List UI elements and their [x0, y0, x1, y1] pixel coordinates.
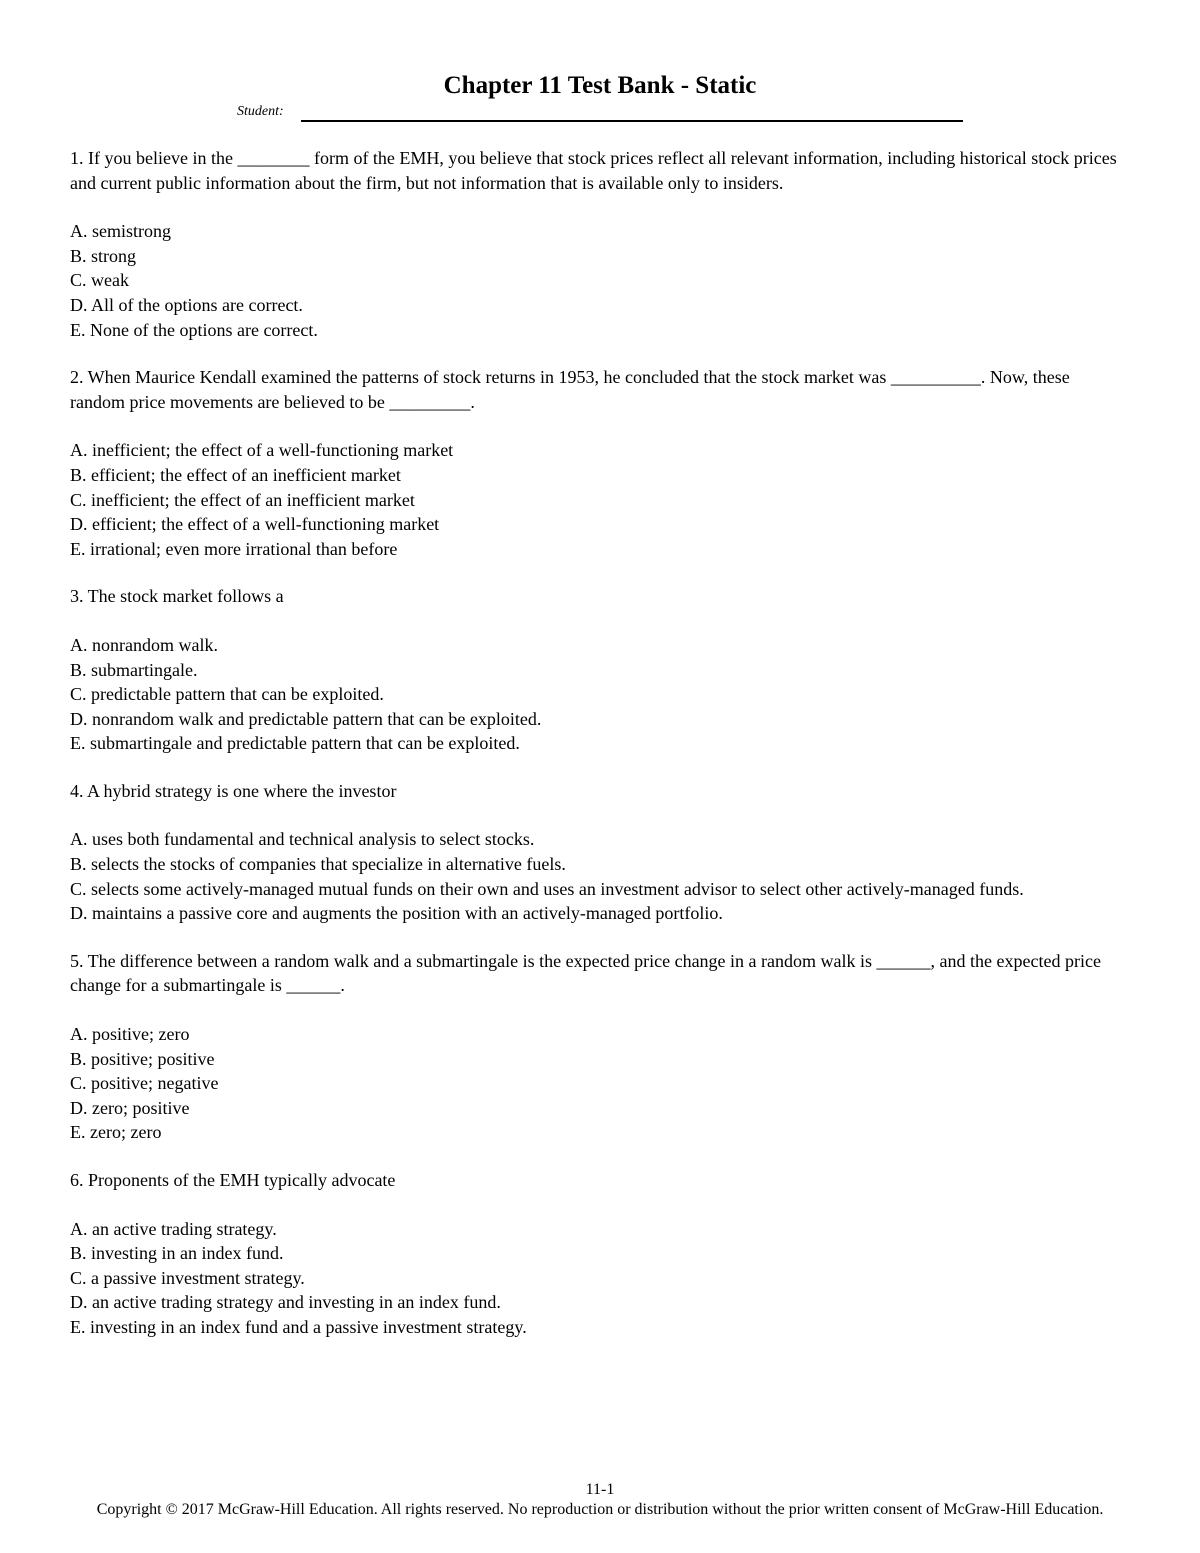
answer-option: E. investing in an index fund and a passive investment strategy.: [70, 1316, 527, 1337]
answer-option: B. submartingale.: [70, 659, 198, 680]
answer-option: A. positive; zero: [70, 1024, 190, 1045]
answer-option: B. investing in an index fund.: [70, 1243, 284, 1264]
question-4: [70, 779, 1120, 926]
page-title: Chapter 11 Test Bank - Static: [443, 72, 757, 99]
answer-option: A. an active trading strategy.: [70, 1218, 277, 1239]
answer-option: D. zero; positive: [70, 1097, 190, 1118]
answer-option: E. irrational; even more irrational than before: [70, 538, 398, 559]
question-list: [70, 146, 1120, 1363]
answer-option: D. nonrandom walk and predictable pattern that can be exploited.: [70, 708, 542, 729]
answer-option: C. selects some actively-managed mutual funds on their own and uses an investment advisor to select other actively-managed funds.: [70, 878, 1024, 899]
page-footer: [60, 1480, 1140, 1520]
answer-option: B. efficient; the effect of an inefficient market: [70, 464, 401, 485]
student-label: Student:: [237, 104, 284, 119]
student-name-line: [301, 120, 963, 122]
answer-options: [70, 827, 1120, 925]
answer-option: B. strong: [70, 245, 137, 266]
answer-options: [70, 1217, 1120, 1340]
copyright-notice: Copyright © 2017 McGraw-Hill Education. All rights reserved. No reproduction or distribution without the prior written consent of McGraw-Hill Education.: [96, 1501, 1104, 1518]
student-name-row: [237, 104, 963, 124]
question-6: [70, 1168, 1120, 1340]
question-stem: 5. The difference between a random walk and a submartingale is the expected price change in a random walk is ______, and the expected price change for a submartingale is ______.: [70, 950, 1101, 996]
answer-option: B. selects the stocks of companies that specialize in alternative fuels.: [70, 854, 566, 875]
question-3: [70, 584, 1120, 756]
answer-option: D. All of the options are correct.: [70, 294, 303, 315]
question-1: [70, 146, 1120, 342]
answer-option: A. semistrong: [70, 221, 171, 242]
question-5: [70, 949, 1120, 1145]
answer-options: [70, 438, 1120, 561]
answer-options: [70, 633, 1120, 756]
page-number: 11-1: [585, 1481, 615, 1498]
answer-options: [70, 1022, 1120, 1145]
answer-option: C. a passive investment strategy.: [70, 1267, 305, 1288]
answer-option: A. nonrandom walk.: [70, 634, 218, 655]
question-2: [70, 365, 1120, 561]
answer-option: A. uses both fundamental and technical analysis to select stocks.: [70, 829, 535, 850]
question-stem: 1. If you believe in the ________ form of the EMH, you believe that stock prices reflect all relevant information, including historical stock prices and current public information about the firm, but not information that is available only to insiders.: [70, 148, 1117, 193]
answer-option: D. efficient; the effect of a well-functioning market: [70, 514, 440, 535]
answer-option: E. zero; zero: [70, 1122, 162, 1143]
answer-option: B. positive; positive: [70, 1048, 215, 1069]
answer-option: E. None of the options are correct.: [70, 319, 318, 340]
question-stem: 3. The stock market follows a: [70, 586, 284, 607]
question-stem: 2. When Maurice Kendall examined the patterns of stock returns in 1953, he concluded that the stock market was __________. Now, these random price movements are believed to be _________.: [70, 367, 1070, 412]
question-stem: 6. Proponents of the EMH typically advocate: [70, 1170, 396, 1190]
answer-option: C. predictable pattern that can be exploited.: [70, 684, 384, 705]
answer-option: A. inefficient; the effect of a well-functioning market: [70, 440, 454, 461]
question-stem: 4. A hybrid strategy is one where the investor: [70, 780, 397, 801]
answer-option: C. weak: [70, 270, 129, 291]
answer-options: [70, 219, 1120, 342]
answer-option: D. maintains a passive core and augments the position with an actively-managed portfolio.: [70, 903, 723, 924]
answer-option: C. positive; negative: [70, 1073, 219, 1094]
answer-option: C. inefficient; the effect of an inefficient market: [70, 489, 415, 510]
answer-option: D. an active trading strategy and investing in an index fund.: [70, 1292, 501, 1313]
answer-option: E. submartingale and predictable pattern that can be exploited.: [70, 733, 520, 754]
